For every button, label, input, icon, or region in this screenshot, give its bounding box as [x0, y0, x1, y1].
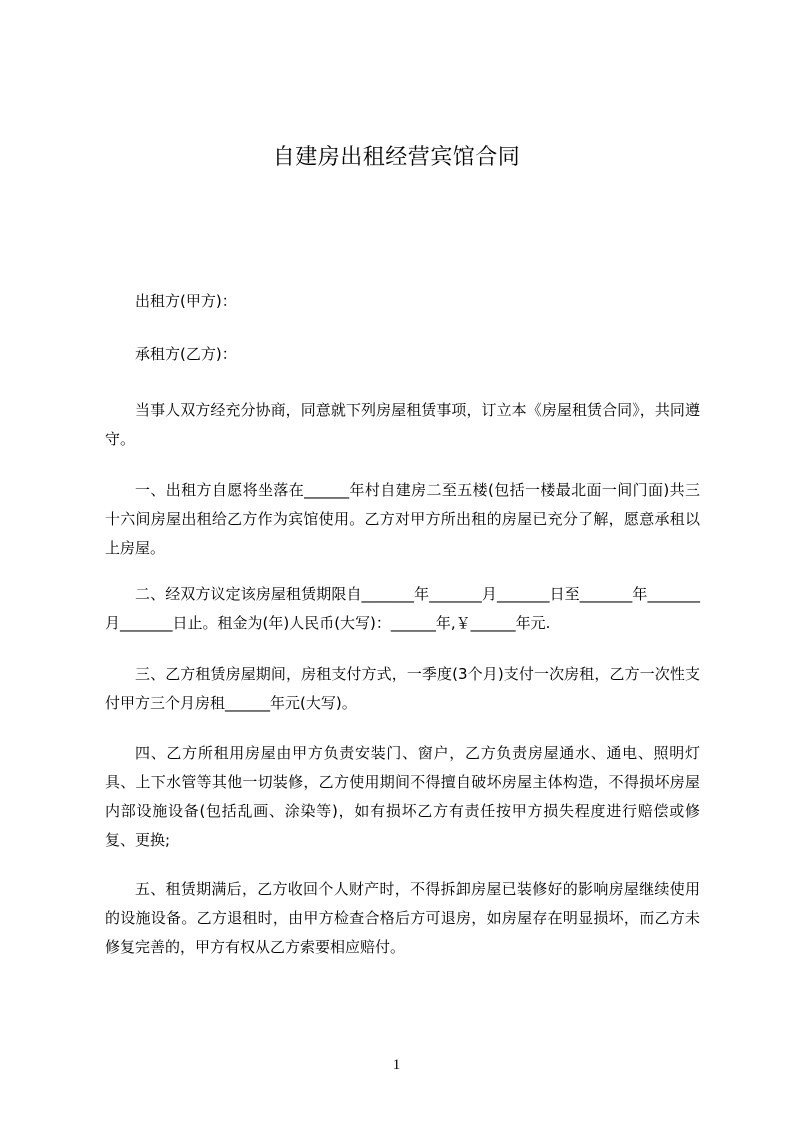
lessor-line: 出租方(甲方)： — [135, 292, 237, 310]
clause-3: 三、乙方租赁房屋期间，房租支付方式，一季度(3个月)支付一次房租，乙方一次性支付甲方三个月房租______年元(大写)。 — [105, 665, 700, 712]
lessee-line: 承租方(乙方)： — [135, 345, 237, 363]
clause-4: 四、乙方所租用房屋由甲方负责安装门、窗户，乙方负责房屋通水、通电、照明灯具、上下水管等其他一切装修，乙方使用期间不得擅自破坏房屋主体构造，不得损坏房屋内部设施设备(包括乱画、涂染等)，如有损坏乙方有责任按甲方损失程度进行赔偿或修复、更换; — [105, 744, 700, 849]
document-title: 自建房出租经营宾馆合同 — [272, 145, 521, 170]
clause-2: 二、经双方议定该房屋租赁期限自_______年_______月_______日至_______年_______月_______日止。租金为(年)人民币(大写)：______年,￥______年元. — [105, 585, 700, 632]
clause-5: 五、租赁期满后，乙方收回个人财产时，不得拆卸房屋已装修好的影响房屋继续使用的设施设备。乙方退租时，由甲方检查合格后方可退房，如房屋存在明显损坏，而乙方未修复完善的，甲方有权从乙方索要相应赔付。 — [105, 880, 700, 956]
intro-paragraph: 当事人双方经充分协商，同意就下列房屋租赁事项，订立本《房屋租赁合同》，共同遵守。 — [105, 401, 700, 448]
page-number: 1 — [392, 1057, 401, 1073]
clause-1: 一、出租方自愿将坐落在______年村自建房二至五楼(包括一楼最北面一间门面)共三十六间房屋出租给乙方作为宾馆使用。乙方对甲方所出租的房屋已充分了解，愿意承租以上房屋。 — [105, 481, 700, 557]
